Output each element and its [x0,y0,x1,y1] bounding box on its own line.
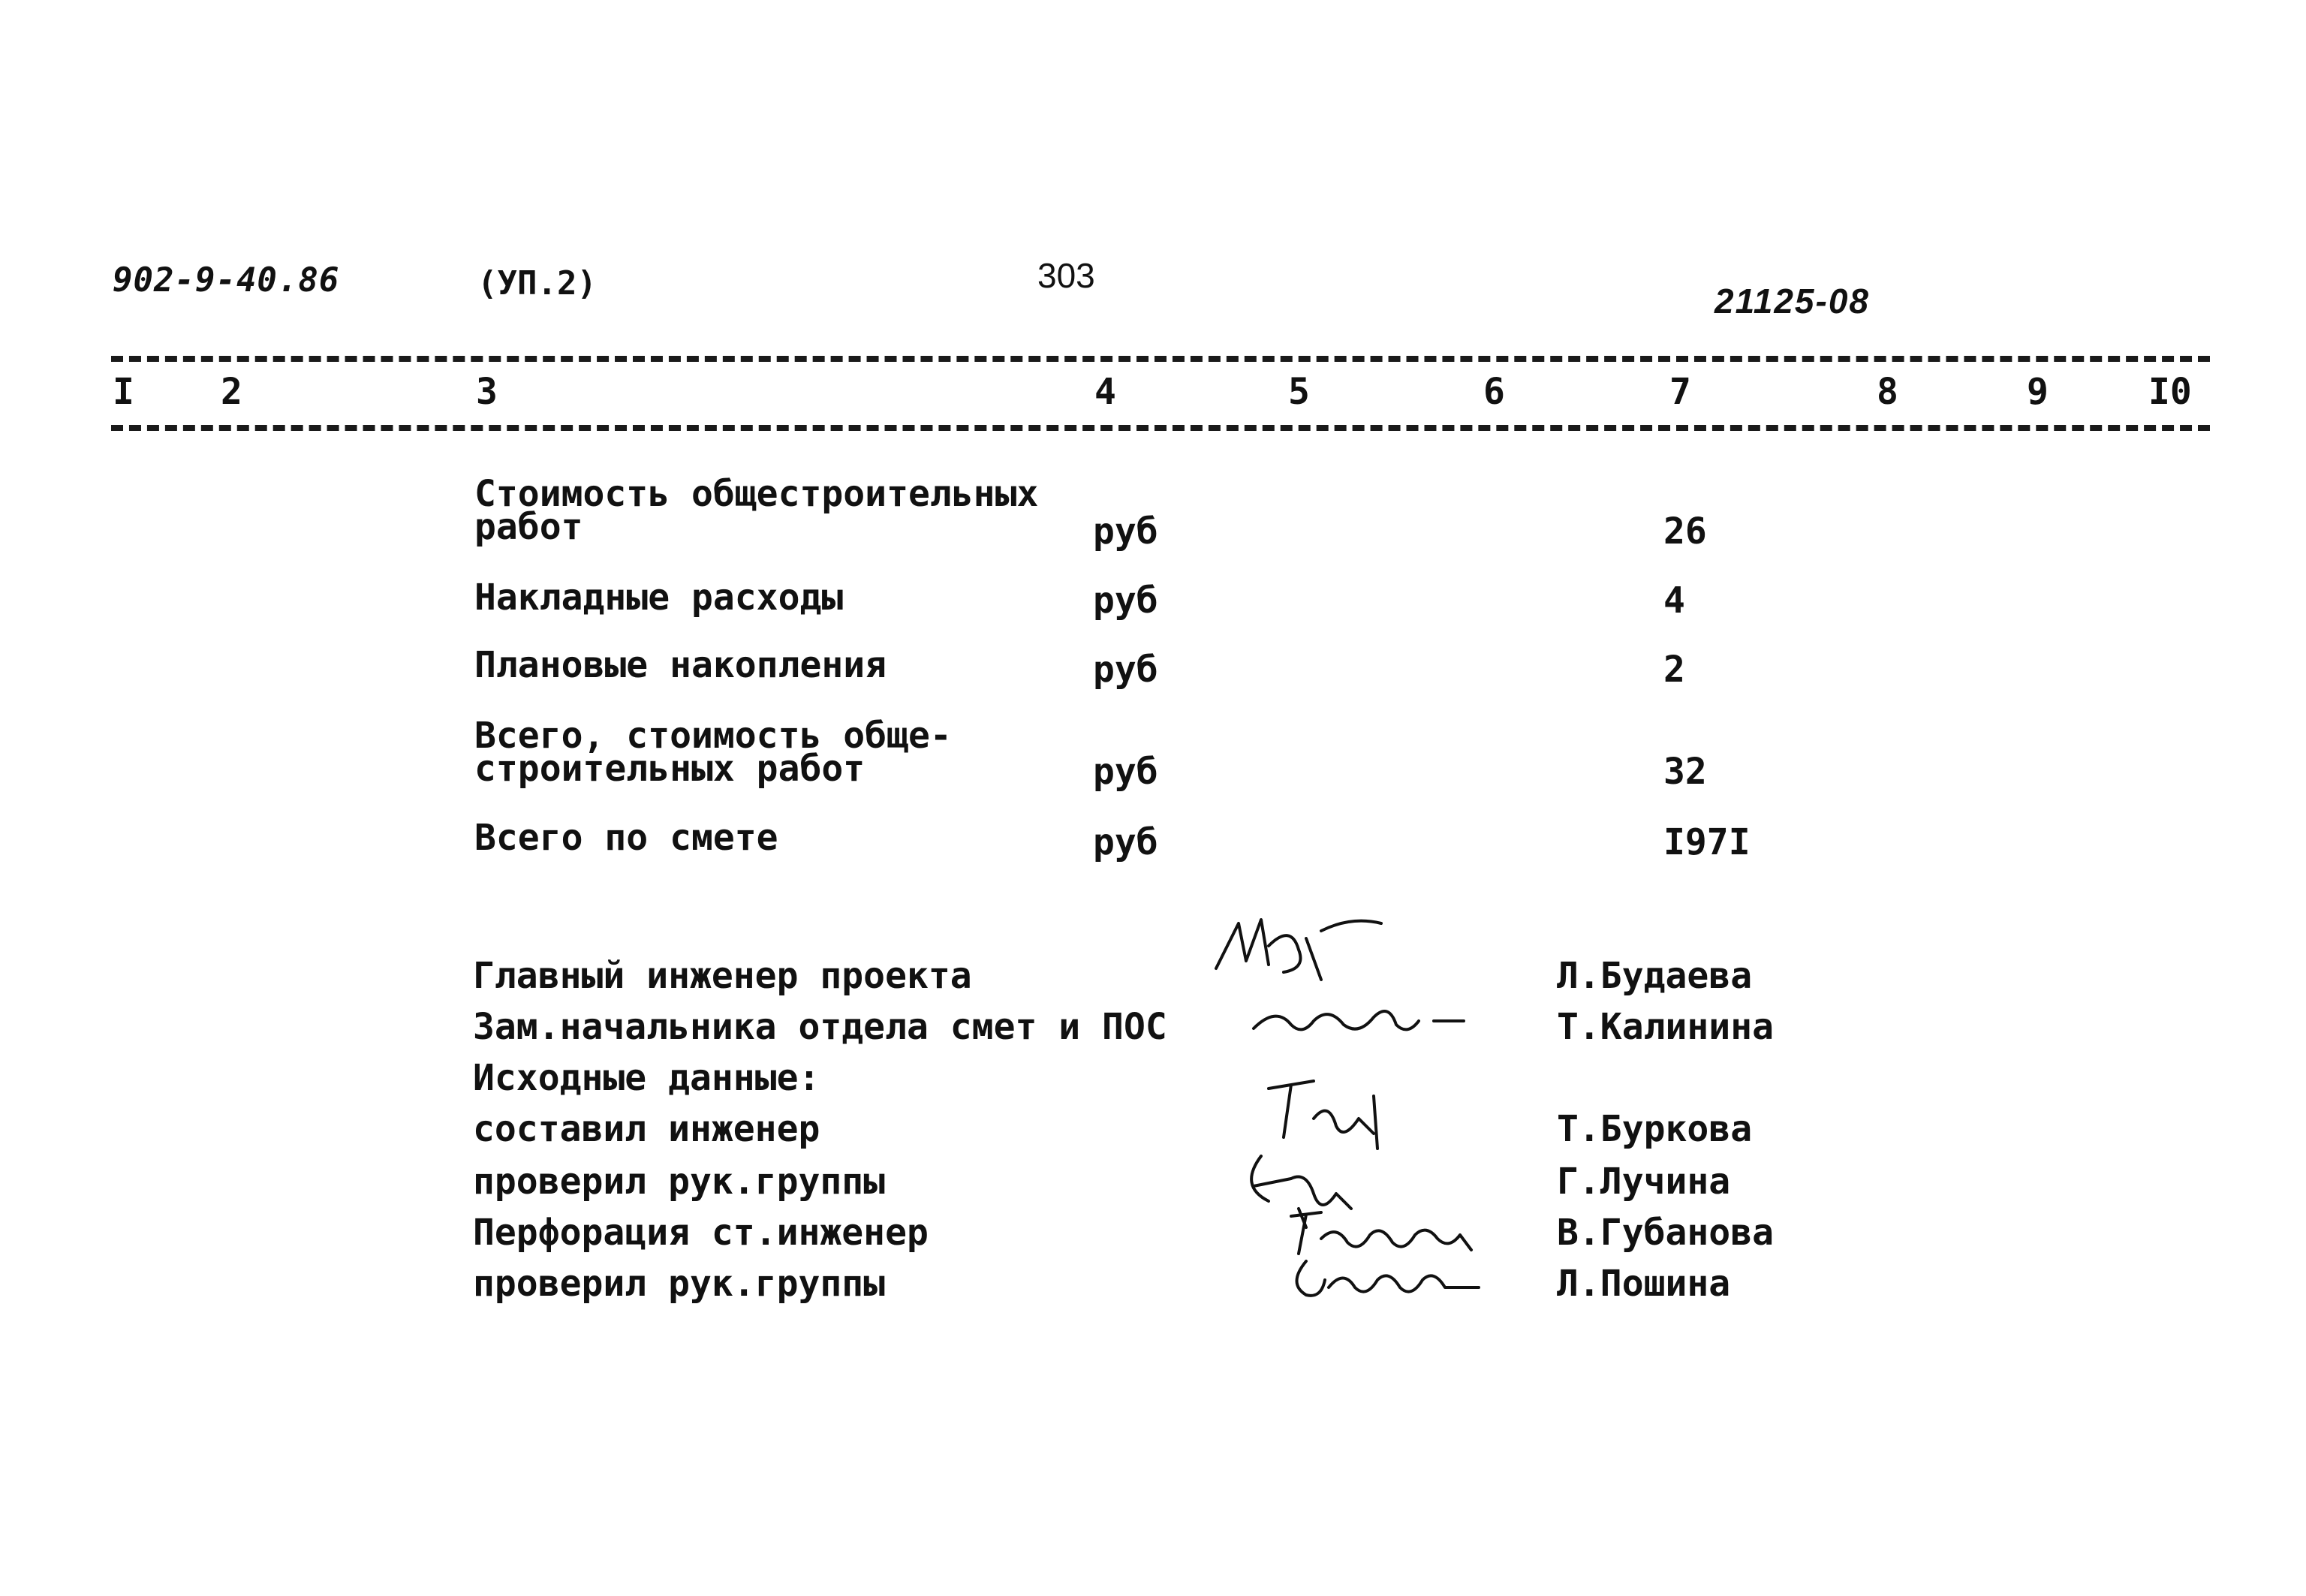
handwritten-signature [1246,991,1471,1043]
row-value: 32 [1663,751,1707,793]
row-unit: руб [1093,580,1158,622]
signatory-role: Главный инженер проекта [473,955,972,997]
signatory-name: Л.Пошина [1557,1263,1731,1305]
row-label-estimate-total: Всего по смете [474,817,778,859]
row-unit: руб [1093,649,1158,691]
page-number: 303 [1037,256,1095,295]
row-label-overhead: Накладные расходы [474,577,844,619]
table-header-top-rule [111,356,2210,362]
row-value: I97I [1663,821,1751,863]
row-value: 2 [1663,649,1685,691]
row-label-planned-savings: Плановые накопления [474,644,887,686]
row-label-construction-cost: Стоимость общестроительных работ [474,473,1039,548]
signatory-name: Т.Буркова [1557,1108,1753,1150]
row-unit: руб [1093,510,1158,553]
signatory-role: проверил рук.группы [473,1161,886,1203]
source-data-label: Исходные данные: [473,1057,820,1099]
signatory-role: Зам.начальника отдела смет и ПОС [473,1006,1167,1048]
signatory-name: Л.Будаева [1557,955,1753,997]
column-number-4: 4 [1094,371,1116,413]
signatory-role: составил инженер [473,1108,820,1150]
document-code: 902-9-40.86 [113,261,340,300]
signatory-name: Т.Калинина [1557,1006,1774,1048]
column-number-3: 3 [476,371,498,413]
column-number-9: 9 [2027,371,2049,413]
signatory-role: проверил рук.группы [473,1263,886,1305]
column-number-10: I0 [2148,371,2192,413]
row-value: 26 [1663,510,1707,553]
handwritten-signature [1209,908,1396,991]
column-number-5: 5 [1288,371,1310,413]
signatory-role: Перфорация ст.инженер [473,1212,929,1254]
handwritten-signature [1284,1246,1494,1306]
album-number: (УП.2) [477,264,597,303]
signatory-name: В.Губанова [1557,1212,1774,1254]
column-number-1: I [113,371,134,413]
column-number-7: 7 [1669,371,1691,413]
row-value: 4 [1663,580,1685,622]
table-header-bottom-rule [111,425,2210,431]
column-number-2: 2 [221,371,242,413]
row-unit: руб [1093,821,1158,863]
row-unit: руб [1093,751,1158,793]
column-number-8: 8 [1877,371,1898,413]
inventory-number: 21125-08 [1714,282,1870,321]
column-number-6: 6 [1483,371,1505,413]
signatory-name: Г.Лучина [1557,1161,1731,1203]
row-label-total-construction: Всего, стоимость обще- строительных работ [474,715,952,790]
